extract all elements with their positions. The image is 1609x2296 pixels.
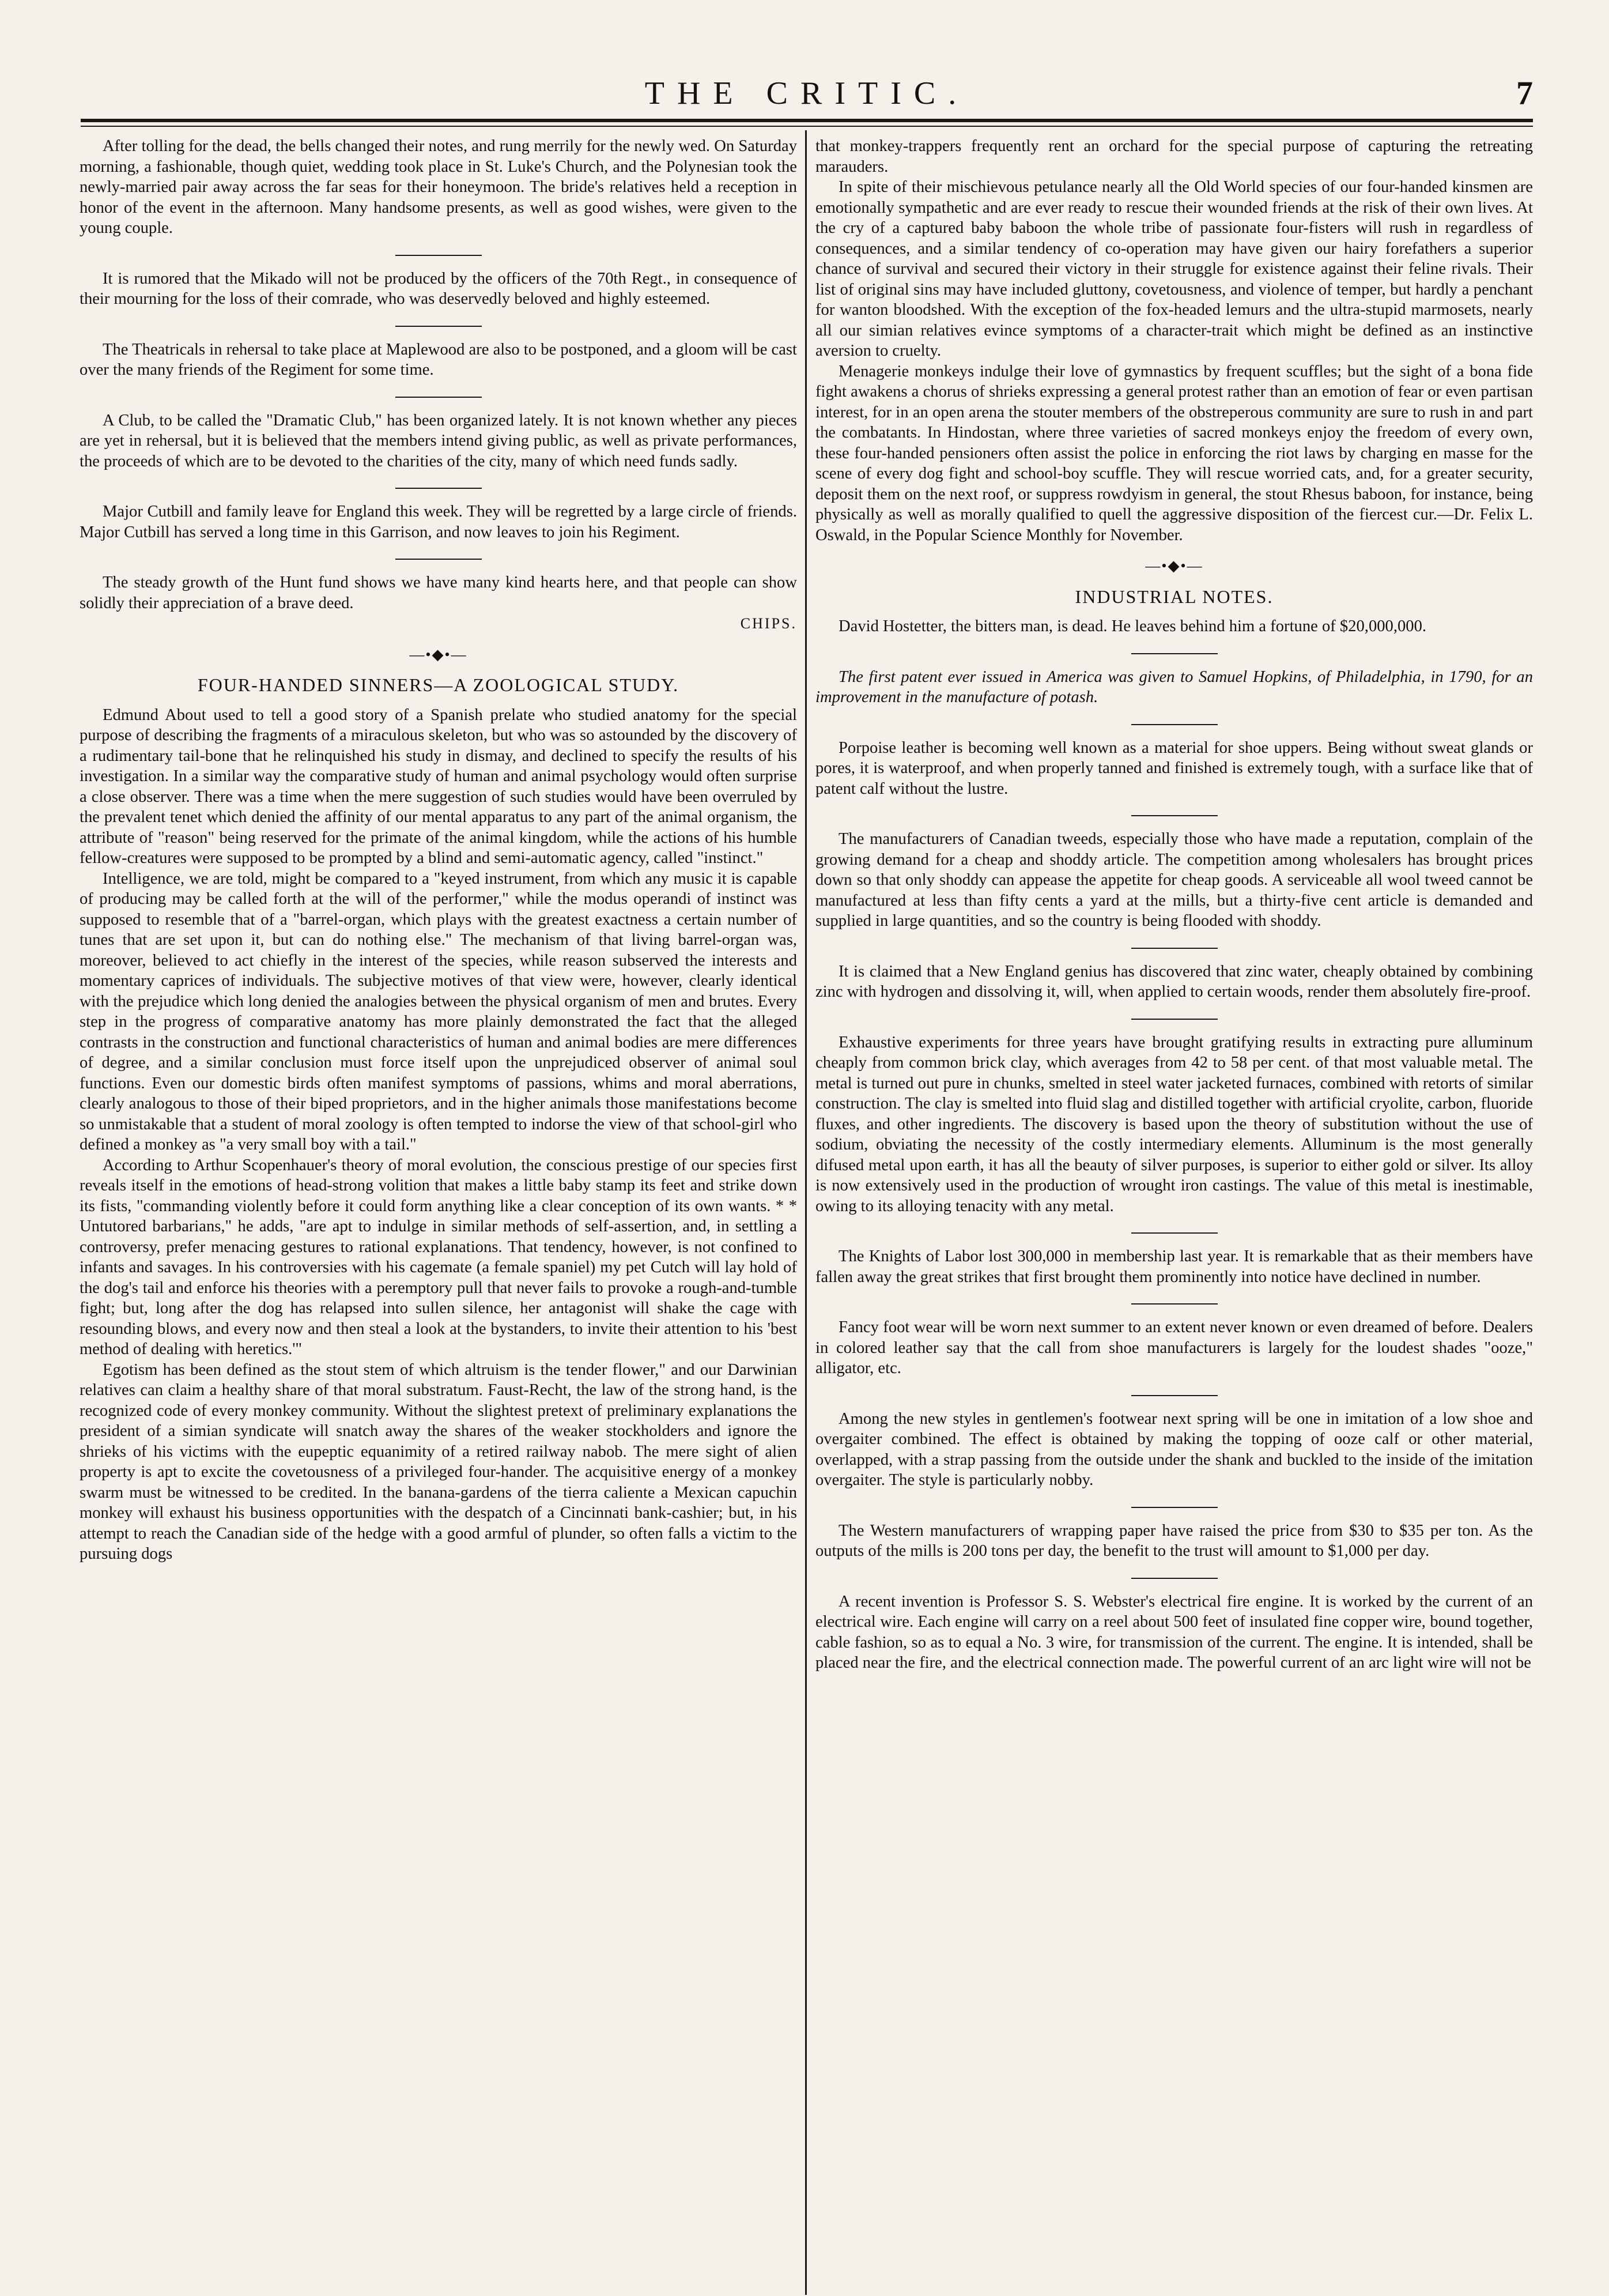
note-canadian-tweeds: The manufacturers of Canadian tweeds, especially those who have made a reputation, complain of the growing demand for a cheap and shoddy article. The competition among wholesalers has brought prices down so that only shoddy can appease the appetite for cheap goods. A serviceable all wool tweed cannot be manufactured at less than fifty cents a yard at the mills, but a thirty-five cent article is demanded and supplied in large quantities, and so the country is being flooded with shoddy. xyxy=(815,830,1533,930)
page-number: 7 xyxy=(1516,74,1533,112)
article-paragraph: According to Arthur Scopenhauer's theory of moral evolution, the conscious prestige of our species first reveals itself in the emotions of head-strong volition that makes a little baby stamp its feet and strike down its fists, "commanding violently before it could form anything like a clear conception of its own wants. * * Untutored barbarians," he adds, "are apt to indulge in similar methods of self-assertion, and, in settling a controversy, prefer menacing gestures to rational explanations. That tendency, however, is not confined to infants and savages. In his controversies with his cagemate (a female spaniel) my pet Cutch will lay hold of the dog's tail and enforce his theories with a peremptory pull that never fails to provoke a rough-and-tumble fight; but, long after the dog has relapsed into sullen silence, her antagonist will shake the cage with resounding blows, and every now and then steal a look at the bystanders, to invite their attention to his 'best method of dealing with heretics.'" xyxy=(80,1156,797,1358)
news-item-theatricals: The Theatricals in rehersal to take place at Maplewood are also to be postponed, and a gloom will be cast over the many friends of the Regiment for some time. xyxy=(80,340,797,379)
column-signature: CHIPS. xyxy=(740,615,797,632)
item-separator xyxy=(395,326,482,327)
article-paragraph: Edmund About used to tell a good story of a Spanish prelate who studied anatomy for the special purpose of describing the fragments of a miraculous skeleton, but who was so astounded by the discovery of a rudimentary tail-bone that he relinquished his study in dismay, and declined to specify the results of his investigation. In a similar way the comparative study of human and animal psychology would often surprise a close observer. There was a time when the mere suggestion of such studies would have been overruled by the prevalent tenet which denied the affinity of our mental apparatus to any part of the animal organism, the attribute of "reason" being reserved for the primate of the animal kingdom, while the actions of his humble fellow-creatures were supposed to be prompted by a blind and semi-automatic agency, called "instinct." xyxy=(80,706,797,867)
masthead xyxy=(81,75,1533,115)
item-separator xyxy=(395,488,482,489)
note-fancy-footwear: Fancy foot wear will be worn next summer to an extent never known or even dreamed of before. Dealers in colored leather say that the call from shoe manufacturers is largely for the loudest shades "ooze," alligator, etc. xyxy=(815,1318,1533,1377)
article-continuation: that monkey-trappers frequently rent an orchard for the special purpose of capturing the retreating marauders. xyxy=(815,137,1533,176)
news-item-mikado: It is rumored that the Mikado will not be produced by the officers of the 70th Regt., in consequence of their mourning for the loss of their comrade, who was deservedly beloved and highly esteemed. xyxy=(80,269,797,308)
note-knights-of-labor: The Knights of Labor lost 300,000 in membership last year. It is remarkable that as their members have fallen away the great strikes that first brought them prominently into notice have declined in number. xyxy=(815,1247,1533,1286)
article-heading: FOUR-HANDED SINNERS—A ZOOLOGICAL STUDY. xyxy=(197,674,679,695)
item-separator xyxy=(1131,815,1218,816)
note-fire-engine: A recent invention is Professor S. S. Webster's electrical fire engine. It is worked by the current of an electrical wire. Each engine will carry on a reel about 500 feet of insulated fine copper wire, bound together, cable fashion, so as to equal a No. 3 wire, for transmission of the current. The engine. It is intended, shall be placed near the fire, and the electrical connection made. The powerful current of an arc light wire will not be xyxy=(815,1592,1533,1672)
item-separator xyxy=(1131,1019,1218,1020)
news-item-hunt-fund: The steady growth of the Hunt fund shows we have many kind hearts here, and that people can show solidly their appreciation of a brave deed. xyxy=(80,574,797,612)
note-wrapping-paper: The Western manufacturers of wrapping paper have raised the price from $30 to $35 per ton. As the outputs of the mills is 200 tons per day, the benefit to the trust will amount to $1,000 per day. xyxy=(815,1521,1533,1560)
note-alluminum: Exhaustive experiments for three years have brought gratifying results in extracting pure alluminum cheaply from common brick clay, which averages from 42 to 58 per cent. of that most valuable metal. The metal is turned out pure in chunks, smelted in steel water jacketed furnaces, combined with retorts of similar construction. The clay is smelted into fluid slag and distilled together with artificial cryolite, carbon, fluoride fluxes, and other ingredients. The discovery is based upon the theory of substitution without the use of sodium, obviating the necessity of the costly intermediary elements. Alluminum is the most generally difused metal upon earth, it has all the beauty of silver purposes, is superior to either gold or silver. Its alloy is now extensively used in the production of wrought iron castings. The value of this metal is inestimable, owing to its alloying tenacity with any metal. xyxy=(815,1033,1533,1215)
article-paragraph: In spite of their mischievous petulance nearly all the Old World species of our four-handed kinsmen are emotionally sympathetic and are ever ready to rescue their wounded friends at the risk of their own lives. At the cry of a captured baby baboon the whole tribe of passionate four-fisters will rush in regardless of consequences, and a similar tendency of co-operation may have given our hairy forefathers a superior chance of survival and secured their victory in their struggle for existence against their feline rivals. Their list of original sins may have included gluttony, covetousness, and violence of temper, but hardly a penchant for wanton bloodshed. With the exception of the fox-headed lemurs and the ultra-stupid marmosets, nearly all our simian relatives evince symptoms of a character-trait which might be defined as an instinctive aversion to cruelty. xyxy=(815,178,1533,360)
note-first-patent: The first patent ever issued in America was given to Samuel Hopkins, of Philadelphia, in 1790, for an improvement in the manufacture of potash. xyxy=(815,668,1533,706)
article-paragraph: Menagerie monkeys indulge their love of gymnastics by frequent scuffles; but the sight of a bona fide fight awakens a chorus of shrieks expressing a general protest rather than an emotion of fear or even partisan interest, for in an open arena the stouter members of the obstreperous community are sure to rush in and part the combatants. In Hindostan, where three varieties of sacred monkeys enjoy the freedom of every own, these four-handed pensioners often assist the police in enforcing the riot laws by charging en masse for the scene of every dog fight and school-boy scuffle. They will rescue worried cats, and, for a greater security, deposit them on the next roof, or suppress rowdyism in general, the stout Rhesus baboon, for instance, being physically as well as morally qualified to quell the aggressive disposition of the fiercest cur.—Dr. Felix L. Oswald, in the Popular Science Monthly for November. xyxy=(815,362,1533,544)
item-separator xyxy=(1131,653,1218,654)
item-separator xyxy=(1131,1232,1218,1234)
item-separator xyxy=(395,255,482,256)
article-paragraph: Intelligence, we are told, might be compared to a "keyed instrument, from which any music it is capable of producing may be called forth at the will of the performer," while the modus operandi of instinct was supposed to resemble that of a "barrel-organ, which plays with the greatest exactness a certain number of tunes that are set upon it, but can do nothing else." The mechanism of that living barrel-organ was, moreover, believed to act chiefly in the interest of the species, while reason subserved the interests and momentary caprices of individuals. The subjective motives of that view were, however, clearly identical with the prejudice which long denied the analogies between the physical organism of men and brutes. Every step in the progress of comparative anatomy has more plainly demonstrated the fact that the alleged contrasts in the construction and functional characteristics of human and animal bodies are mere differences of degree, and a similar conclusion must force itself upon the unprejudiced observer of animal soul functions. Even our domestic birds often manifest symptoms of passions, whims and moral aberrations, clearly analogous to those of their biped proprietors, and in the higher animals those manifestations become so unmistakable that a student of moral zoology is often tempted to indorse the view of that school-girl who defined a monkey as "a very small boy with a tail." xyxy=(80,869,797,1153)
item-separator xyxy=(395,397,482,398)
left-column xyxy=(80,136,797,2286)
section-ornament: —•◆•— xyxy=(409,646,467,663)
masthead-title: THE CRITIC. xyxy=(644,76,969,111)
section-ornament: —•◆•— xyxy=(1145,557,1203,574)
note-new-styles: Among the new styles in gentlemen's footwear next spring will be one in imitation of a low shoe and overgaiter combined. The effect is obtained by making the topping of ooze calf or other material, overlapped, with a strap passing from the outside under the shank and buckled to the inside of the imitation overgaiter. The style is particularly nobby. xyxy=(815,1409,1533,1489)
item-separator xyxy=(1131,1507,1218,1508)
note-hostetter: David Hostetter, the bitters man, is dead. He leaves behind him a fortune of $20,000,000. xyxy=(839,617,1427,635)
item-separator xyxy=(1131,948,1218,949)
article-paragraph: Egotism has been defined as the stout stem of which altruism is the tender flower," and our Darwinian relatives can claim a healthy share of that moral substratum. Faust-Recht, the law of the strong hand, is the recognized code of every monkey community. Without the slightest pretext of preliminary explanations the president of a simian syndicate will snatch away the shares of the weaker stockholders and ignore the shrieks of his victims with the eupeptic equanimity of a retired railway nabob. The mere sight of alien property is apt to excite the covetousness of a privileged four-hander. The acquisitive energy of a monkey swarm must be witnessed to be credited. In the banana-gardens of the tierra caliente a Mexican capuchin monkey will exhaust his business opportunities with the despatch of a Cincinnati bank-cashier; but, in his attempt to reach the Canadian side of the hedge with a good armful of plunder, so often falls a victim to the pursuing dogs xyxy=(80,1360,797,1563)
item-separator xyxy=(395,559,482,560)
item-separator xyxy=(1131,724,1218,725)
section-heading-industrial-notes: INDUSTRIAL NOTES. xyxy=(1075,586,1274,607)
column-divider xyxy=(805,130,807,2295)
masthead-rule xyxy=(81,119,1533,122)
item-separator xyxy=(1131,1303,1218,1305)
news-item-cutbill: Major Cutbill and family leave for England this week. They will be regretted by a large circle of friends. Major Cutbill has served a long time in this Garrison, and now leaves to join his Regiment. xyxy=(80,503,797,541)
right-column xyxy=(815,136,1533,2286)
masthead-rule-thin xyxy=(81,126,1533,127)
news-item-dramatic-club: A Club, to be called the "Dramatic Club," has been organized lately. It is not known whether any pieces are yet in rehersal, but it is believed that the members intend giving public, as well as private performances, the proceeds of which are to be devoted to the charities of the city, many of which need funds sadly. xyxy=(80,411,797,470)
note-porpoise-leather: Porpoise leather is becoming well known as a material for shoe uppers. Being without sweat glands or pores, it is waterproof, and when properly tanned and finished is extremely tough, with a surface like that of patent calf without the lustre. xyxy=(815,738,1533,798)
note-zinc-water: It is claimed that a New England genius has discovered that zinc water, cheaply obtained by combining zinc with hydrogen and dissolving it, will, when applied to certain woods, render them absolutely fire-proof. xyxy=(815,962,1533,1001)
item-separator xyxy=(1131,1395,1218,1396)
item-separator xyxy=(1131,1578,1218,1579)
news-item-wedding: After tolling for the dead, the bells changed their notes, and rung merrily for the newly wed. On Saturday morning, a fashionable, though quiet, wedding took place in St. Luke's Church, and the Polynesian took the newly-married pair away across the far seas for their honeymoon. The bride's relatives held a reception in honor of the event in the afternoon. Many handsome presents, as well as good wishes, were given to the young couple. xyxy=(80,137,797,237)
